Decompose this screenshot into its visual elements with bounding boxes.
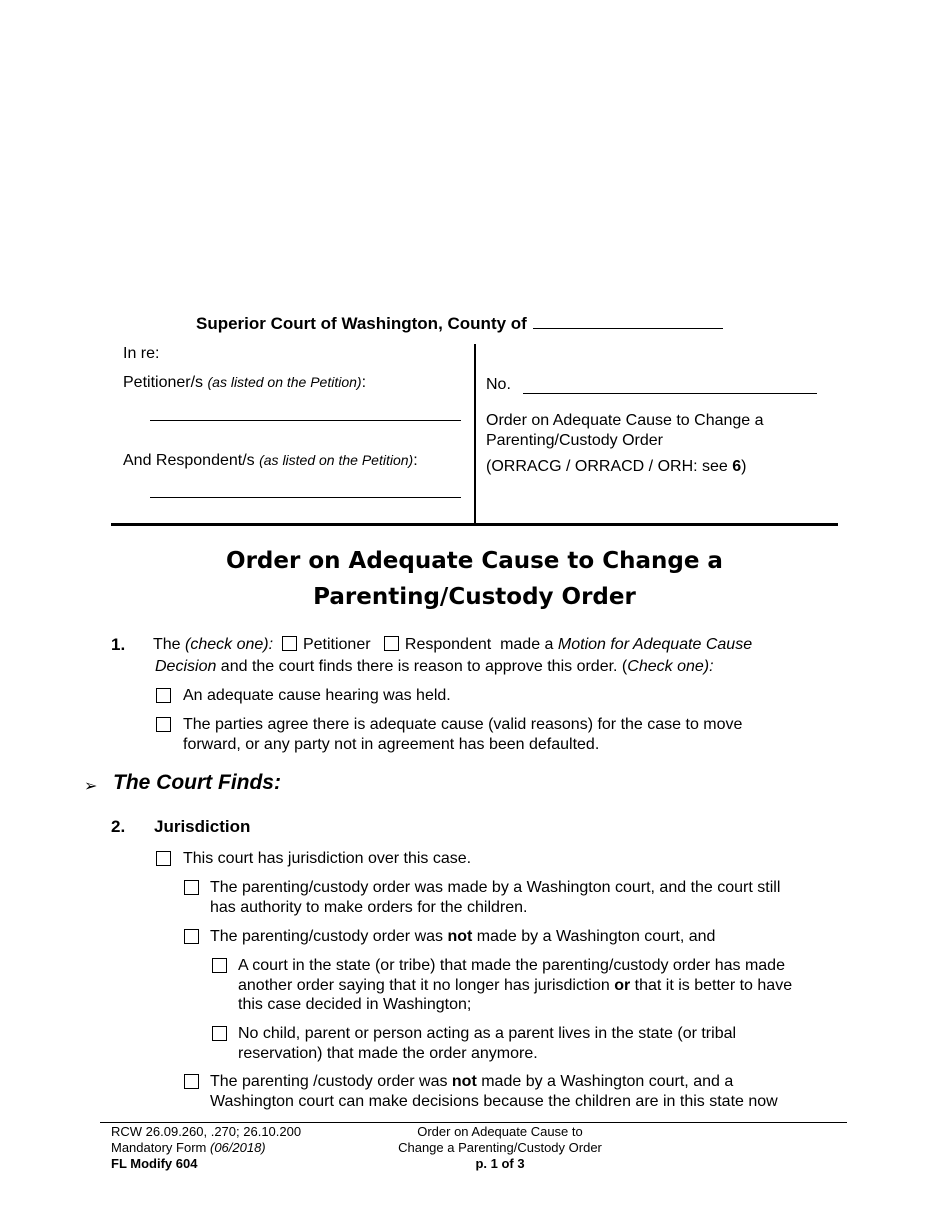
respondent-name-line[interactable] [150, 497, 461, 498]
case-number-line[interactable] [523, 393, 817, 394]
section-1-number: 1. [111, 635, 126, 654]
in-re-label: In re: [123, 345, 160, 362]
jurisdiction-checkbox[interactable] [156, 851, 171, 866]
s1-court-finds: and the court finds there is reason to approve this order. ( [216, 658, 628, 675]
no-child-lives-text [238, 1024, 736, 1063]
children-in-state-checkbox[interactable] [184, 1074, 199, 1089]
court-finds-heading: The Court Finds: [113, 771, 281, 794]
other-court-line1: A court in the state (or tribe) that made the parenting/custody order has made [238, 957, 785, 974]
petitioner-note: (as listed on the Petition) [207, 374, 362, 390]
other-court-line2-post: that it is better to have [630, 976, 793, 994]
caption-bottom-rule [111, 523, 838, 526]
not-wa-bold: not [447, 928, 473, 945]
respondent-label [123, 452, 418, 470]
s1-petitioner: Petitioner [302, 636, 371, 653]
other-court-line2-bold: or [614, 976, 631, 994]
footer-date: (06/2018) [209, 1140, 266, 1155]
respondent-note: (as listed on the Petition) [259, 452, 414, 468]
not-wa-court-checkbox[interactable] [184, 929, 199, 944]
parties-agree-text [183, 715, 742, 754]
children-in-state-post: made by a Washington court, and a [476, 1073, 734, 1090]
parties-agree-line1: The parties agree there is adequate cause (valid reasons) for the case to move [183, 716, 743, 733]
county-field[interactable] [533, 314, 723, 329]
s1-check-one: (check one): [185, 636, 274, 653]
court-heading [196, 314, 723, 334]
form-codes-prefix: (ORRACG / ORRACD / ORH: see [486, 458, 733, 475]
hearing-held-text: An adequate cause hearing was held. [183, 687, 451, 704]
s1-decision: Decision [155, 658, 217, 675]
form-codes-suffix: ) [741, 458, 747, 475]
footer-form-id: FL Modify 604 [111, 1156, 198, 1171]
other-court-line3: this case decided in Washington; [238, 996, 472, 1013]
other-court-order-text [238, 956, 792, 1015]
footer-center-line1: Order on Adequate Cause to [417, 1124, 583, 1139]
children-in-state-pre: The parenting /custody order was [210, 1073, 452, 1090]
parties-agree-checkbox[interactable] [156, 717, 171, 732]
case-number-label: No. [486, 376, 511, 393]
footer-left [111, 1124, 301, 1172]
respondent-colon: : [413, 452, 418, 469]
parties-agree-line2: forward, or any party not in agreement has been defaulted. [183, 735, 600, 753]
section-2-number: 2. [111, 817, 126, 836]
not-wa-post: made by a Washington court, and [472, 928, 716, 945]
children-in-state-bold: not [451, 1073, 477, 1090]
footer-rule [100, 1122, 847, 1123]
jurisdiction-text: This court has jurisdiction over this case. [183, 850, 472, 867]
form-codes [486, 458, 746, 476]
wa-court-order-checkbox[interactable] [184, 880, 199, 895]
footer-center [350, 1124, 650, 1172]
section-1-text [153, 635, 833, 655]
footer-center-line2: Change a Parenting/Custody Order [398, 1140, 602, 1155]
document-title-line2: Parenting/Custody Order [313, 584, 636, 610]
petitioner-name-line[interactable] [150, 420, 461, 421]
form-codes-section: 6 [732, 458, 742, 475]
no-child-line2: reservation) that made the order anymore. [238, 1044, 538, 1062]
no-child-line1: No child, parent or person acting as a parent lives in the state (or tribal [238, 1025, 737, 1042]
not-wa-court-text [210, 927, 715, 947]
s1-the: The [153, 636, 186, 653]
respondent-checkbox[interactable] [384, 636, 399, 651]
wa-court-order-text [210, 878, 780, 917]
court-heading-text: Superior Court of Washington, County of [196, 314, 527, 333]
not-wa-pre: The parenting/custody order was [210, 928, 448, 945]
other-court-line2-pre: another order saying that it no longer has jurisdiction [238, 976, 615, 994]
footer-mandatory: Mandatory Form [111, 1140, 210, 1155]
petitioner-label-text: Petitioner/s [123, 374, 204, 391]
no-child-lives-checkbox[interactable] [212, 1026, 227, 1041]
arrow-bullet-icon: ➢ [84, 778, 98, 795]
footer-rcw: RCW 26.09.260, .270; 26.10.200 [111, 1124, 302, 1139]
petitioner-label [123, 374, 366, 392]
section-2-heading: Jurisdiction [154, 817, 251, 836]
footer-page-number: p. 1 of 3 [475, 1156, 525, 1171]
s1-respondent: Respondent [404, 636, 492, 653]
section-1-text-line2 [155, 657, 835, 677]
s1-motion: Motion for Adequate Cause [557, 636, 753, 653]
other-court-order-checkbox[interactable] [212, 958, 227, 973]
document-title-line1: Order on Adequate Cause to Change a [226, 548, 723, 574]
hearing-held-checkbox[interactable] [156, 688, 171, 703]
children-in-state-text [210, 1072, 778, 1111]
petitioner-checkbox[interactable] [282, 636, 297, 651]
wa-court-order-line1: The parenting/custody order was made by a Washington court, and the court still [210, 879, 781, 896]
petitioner-colon: : [361, 374, 367, 391]
s1-check-one-2: Check one): [627, 658, 714, 675]
respondent-label-text: And Respondent/s [123, 452, 255, 469]
s1-made-a: made a [500, 636, 558, 653]
wa-court-order-line2: has authority to make orders for the children. [210, 898, 528, 916]
children-in-state-line2: Washington court can make decisions because the children are in this state now [210, 1092, 778, 1110]
caption-divider [474, 344, 476, 525]
case-title: Order on Adequate Cause to Change a Parenting/Custody Order [486, 412, 764, 449]
